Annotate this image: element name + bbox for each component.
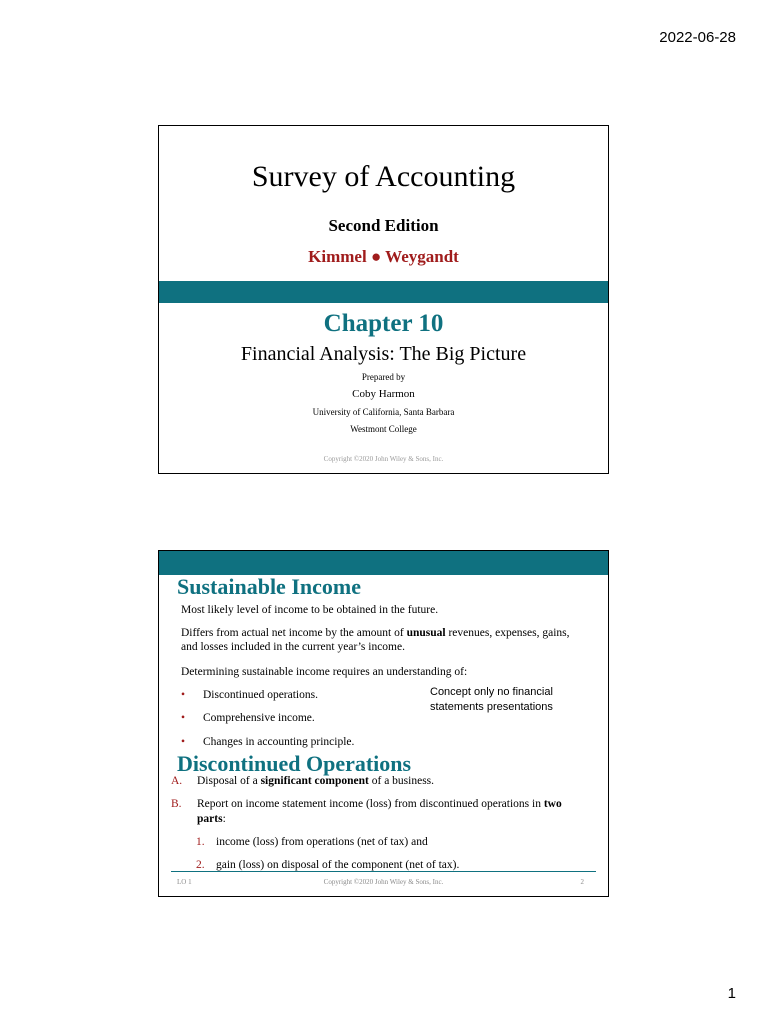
bullet-marker: • (181, 689, 186, 701)
text: Report on income statement income (loss) from discontinued operations in (197, 798, 544, 810)
list-item-text (197, 774, 587, 789)
bold-text: significant component (260, 775, 369, 787)
college: Westmont College (350, 424, 417, 434)
list-marker: 1. (196, 836, 205, 848)
copyright: Copyright ©2020 John Wiley & Sons, Inc. (323, 878, 444, 886)
text: : (222, 813, 226, 825)
list-marker: A. (171, 775, 183, 787)
list-item-text: Changes in accounting principle. (203, 736, 355, 748)
text: of a business. (368, 775, 435, 787)
sub-list-item (196, 836, 428, 848)
list-marker: 2. (196, 859, 205, 871)
bullet-marker: • (181, 736, 186, 748)
text: Disposal of a (197, 775, 261, 787)
heading-discontinued-operations: Discontinued Operations (177, 751, 412, 776)
paragraph: Determining sustainable income requires an understanding of: (181, 666, 468, 678)
paragraph (181, 626, 581, 654)
teal-band (159, 281, 608, 303)
chapter-title: Chapter 10 (323, 310, 444, 337)
list-item (181, 712, 315, 724)
authors: Kimmel ● Weygandt (308, 247, 459, 266)
slide-title (158, 125, 609, 474)
slide-number: 2 (580, 878, 584, 886)
learning-objective: LO 1 (177, 878, 192, 886)
list-item-text: Comprehensive income. (203, 712, 315, 724)
footer-divider (171, 871, 596, 872)
edition: Second Edition (328, 216, 439, 235)
heading-sustainable-income: Sustainable Income (177, 574, 361, 599)
bold-text: unusual (406, 627, 446, 639)
bold-text: two parts (197, 798, 562, 825)
print-date: 2022-06-28 (659, 29, 736, 46)
page-number: 1 (727, 985, 736, 1002)
bullet-marker: • (181, 712, 186, 724)
list-item-text: income (loss) from operations (net of tax) and (216, 836, 428, 848)
list-item-text: gain (loss) on disposal of the component (net of tax). (216, 859, 460, 871)
sub-list-item (196, 859, 459, 871)
side-note: Concept only no financial statements presentations (430, 686, 553, 713)
list-item-text: Discontinued operations. (203, 689, 318, 701)
list-item-text (197, 797, 587, 827)
text: revenues, expenses, gains, and losses included in the current year’s income. (181, 627, 570, 653)
paragraph: Most likely level of income to be obtained in the future. (181, 604, 439, 616)
chapter-subtitle: Financial Analysis: The Big Picture (240, 343, 527, 365)
text: Differs from actual net income by the amount of (181, 627, 407, 639)
preparer-name: Coby Harmon (352, 388, 415, 400)
list-marker: B. (171, 798, 182, 810)
university: University of California, Santa Barbara (312, 407, 455, 417)
list-item (181, 736, 354, 748)
copyright: Copyright ©2020 John Wiley & Sons, Inc. (323, 455, 444, 463)
prepared-by-label: Prepared by (361, 372, 406, 382)
list-item-b (171, 797, 591, 827)
list-item (181, 689, 318, 701)
slide-sustainable-income (158, 550, 609, 897)
book-title: Survey of Accounting (251, 160, 516, 193)
list-item-a (171, 774, 591, 789)
teal-band (159, 551, 608, 575)
